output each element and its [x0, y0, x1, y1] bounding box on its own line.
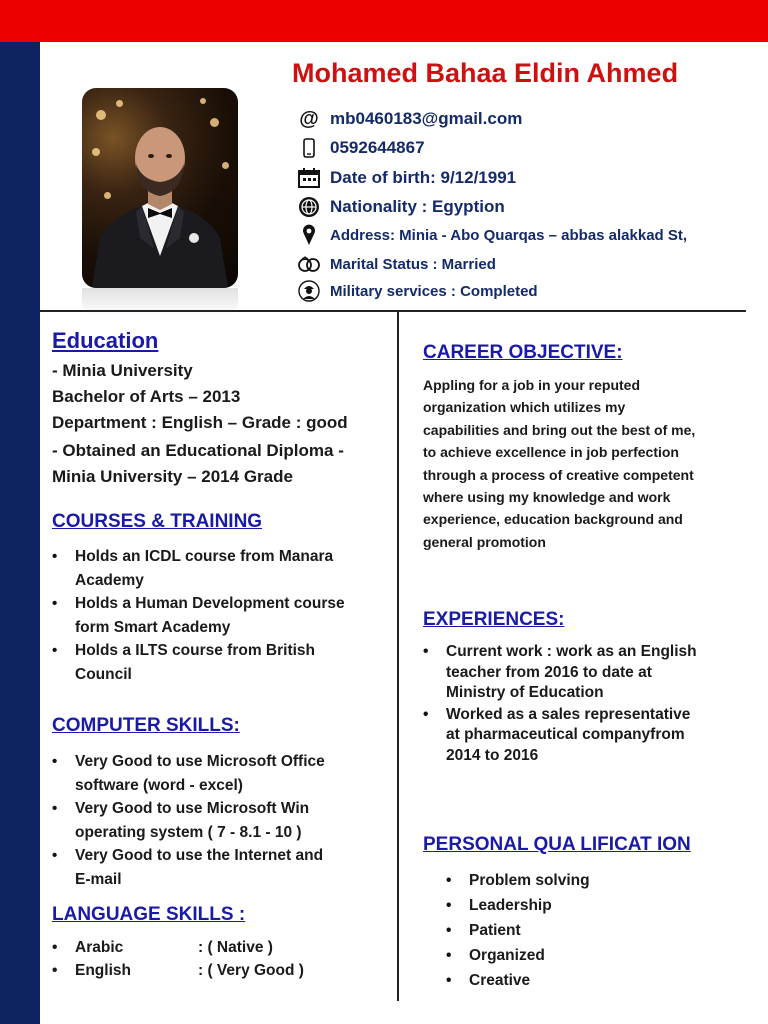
- computer-skills-list: [52, 750, 325, 891]
- language-row: [52, 962, 304, 984]
- courses-heading: COURSES & TRAINING: [52, 511, 263, 532]
- location-pin-icon: [296, 224, 322, 246]
- list-item: • Very Good to use Microsoft Office software (word - excel): [52, 750, 325, 797]
- list-item: • Current work : work as an English teacher from 2016 to date at Ministry of Education: [423, 642, 743, 704]
- experiences-heading: EXPERIENCES:: [423, 609, 565, 630]
- top-accent-bar: [0, 0, 768, 42]
- rings-icon: [296, 253, 322, 275]
- military-text: Military services : Completed: [330, 282, 538, 300]
- contact-marital-status: [296, 252, 496, 276]
- bullet: •: [52, 962, 58, 979]
- birthdate-text: Date of birth: 9/12/1991: [330, 168, 517, 187]
- contact-birthdate: [296, 166, 516, 190]
- list-item: • Leadership: [446, 893, 590, 918]
- list-item: • Very Good to use Microsoft Win operating system ( 7 - 8.1 - 10 ): [52, 797, 325, 844]
- soldier-icon: [296, 280, 322, 302]
- contact-nationality: [296, 195, 505, 219]
- education-line: - Minia University: [52, 361, 193, 380]
- nationality-text: Nationality : Egyption: [330, 197, 505, 216]
- marital-status-text: Marital Status : Married: [330, 255, 496, 273]
- phone-icon: [296, 137, 322, 159]
- calendar-icon: [296, 167, 322, 189]
- list-item: • Worked as a sales representative at pharmaceutical companyfrom 2014 to 2016: [423, 705, 743, 767]
- email-text: mb0460183@gmail.com: [330, 109, 523, 128]
- profile-photo: [82, 88, 238, 288]
- courses-list: [52, 545, 345, 686]
- career-objective-heading: CAREER OBJECTIVE:: [423, 342, 623, 363]
- list-item: • Creative: [446, 968, 590, 993]
- list-item: • Holds a ILTS course from British Council: [52, 639, 345, 686]
- contact-address: [296, 223, 687, 247]
- language-skills-heading: LANGUAGE SKILLS :: [52, 904, 246, 925]
- language-row: [52, 939, 273, 961]
- globe-icon: [296, 196, 322, 218]
- phone-text: 0592644867: [330, 138, 425, 157]
- language-name: Arabic: [75, 939, 124, 956]
- language-level: : ( Very Good ): [198, 962, 304, 979]
- personal-qualification-heading: PERSONAL QUA LIFICAT ION: [423, 834, 691, 855]
- language-level: : ( Native ): [198, 939, 273, 956]
- language-name: English: [75, 962, 131, 979]
- column-divider: [397, 311, 399, 1001]
- list-item: • Very Good to use the Internet and E-mail: [52, 844, 325, 891]
- bullet: •: [52, 939, 58, 956]
- education-line: Department : English – Grade : good: [52, 413, 348, 432]
- address-text: Address: Minia - Abo Quarqas – abbas alakkad St,: [330, 226, 688, 244]
- list-item: • Holds a Human Development course form Smart Academy: [52, 592, 345, 639]
- side-accent-bar: [0, 42, 40, 1024]
- contact-email: [296, 107, 522, 131]
- list-item: • Holds an ICDL course from Manara Academy: [52, 545, 345, 592]
- at-icon: @: [299, 107, 319, 130]
- personal-qualification-list: [446, 868, 590, 993]
- candidate-name: Mohamed Bahaa Eldin Ahmed: [292, 58, 679, 88]
- education-line: Minia University – 2014 Grade: [52, 467, 293, 486]
- header-divider: [40, 310, 746, 312]
- list-item: • Patient: [446, 918, 590, 943]
- education-heading: Education: [52, 328, 159, 353]
- career-objective-text: Appling for a job in your reputed organization which utilizes my capabilities and bring out the best of me, to achieve excellence in job perfection through a process of creative competent where using my knowledge and work experience, education background and general promotion: [423, 377, 696, 550]
- contact-military: [296, 279, 538, 303]
- experiences-list: [423, 642, 743, 767]
- education-line: - Obtained an Educational Diploma -: [52, 441, 344, 460]
- list-item: • Organized: [446, 943, 590, 968]
- computer-skills-heading: COMPUTER SKILLS:: [52, 715, 240, 736]
- contact-phone: [296, 136, 425, 160]
- education-line: Bachelor of Arts – 2013: [52, 387, 241, 406]
- list-item: • Problem solving: [446, 868, 590, 893]
